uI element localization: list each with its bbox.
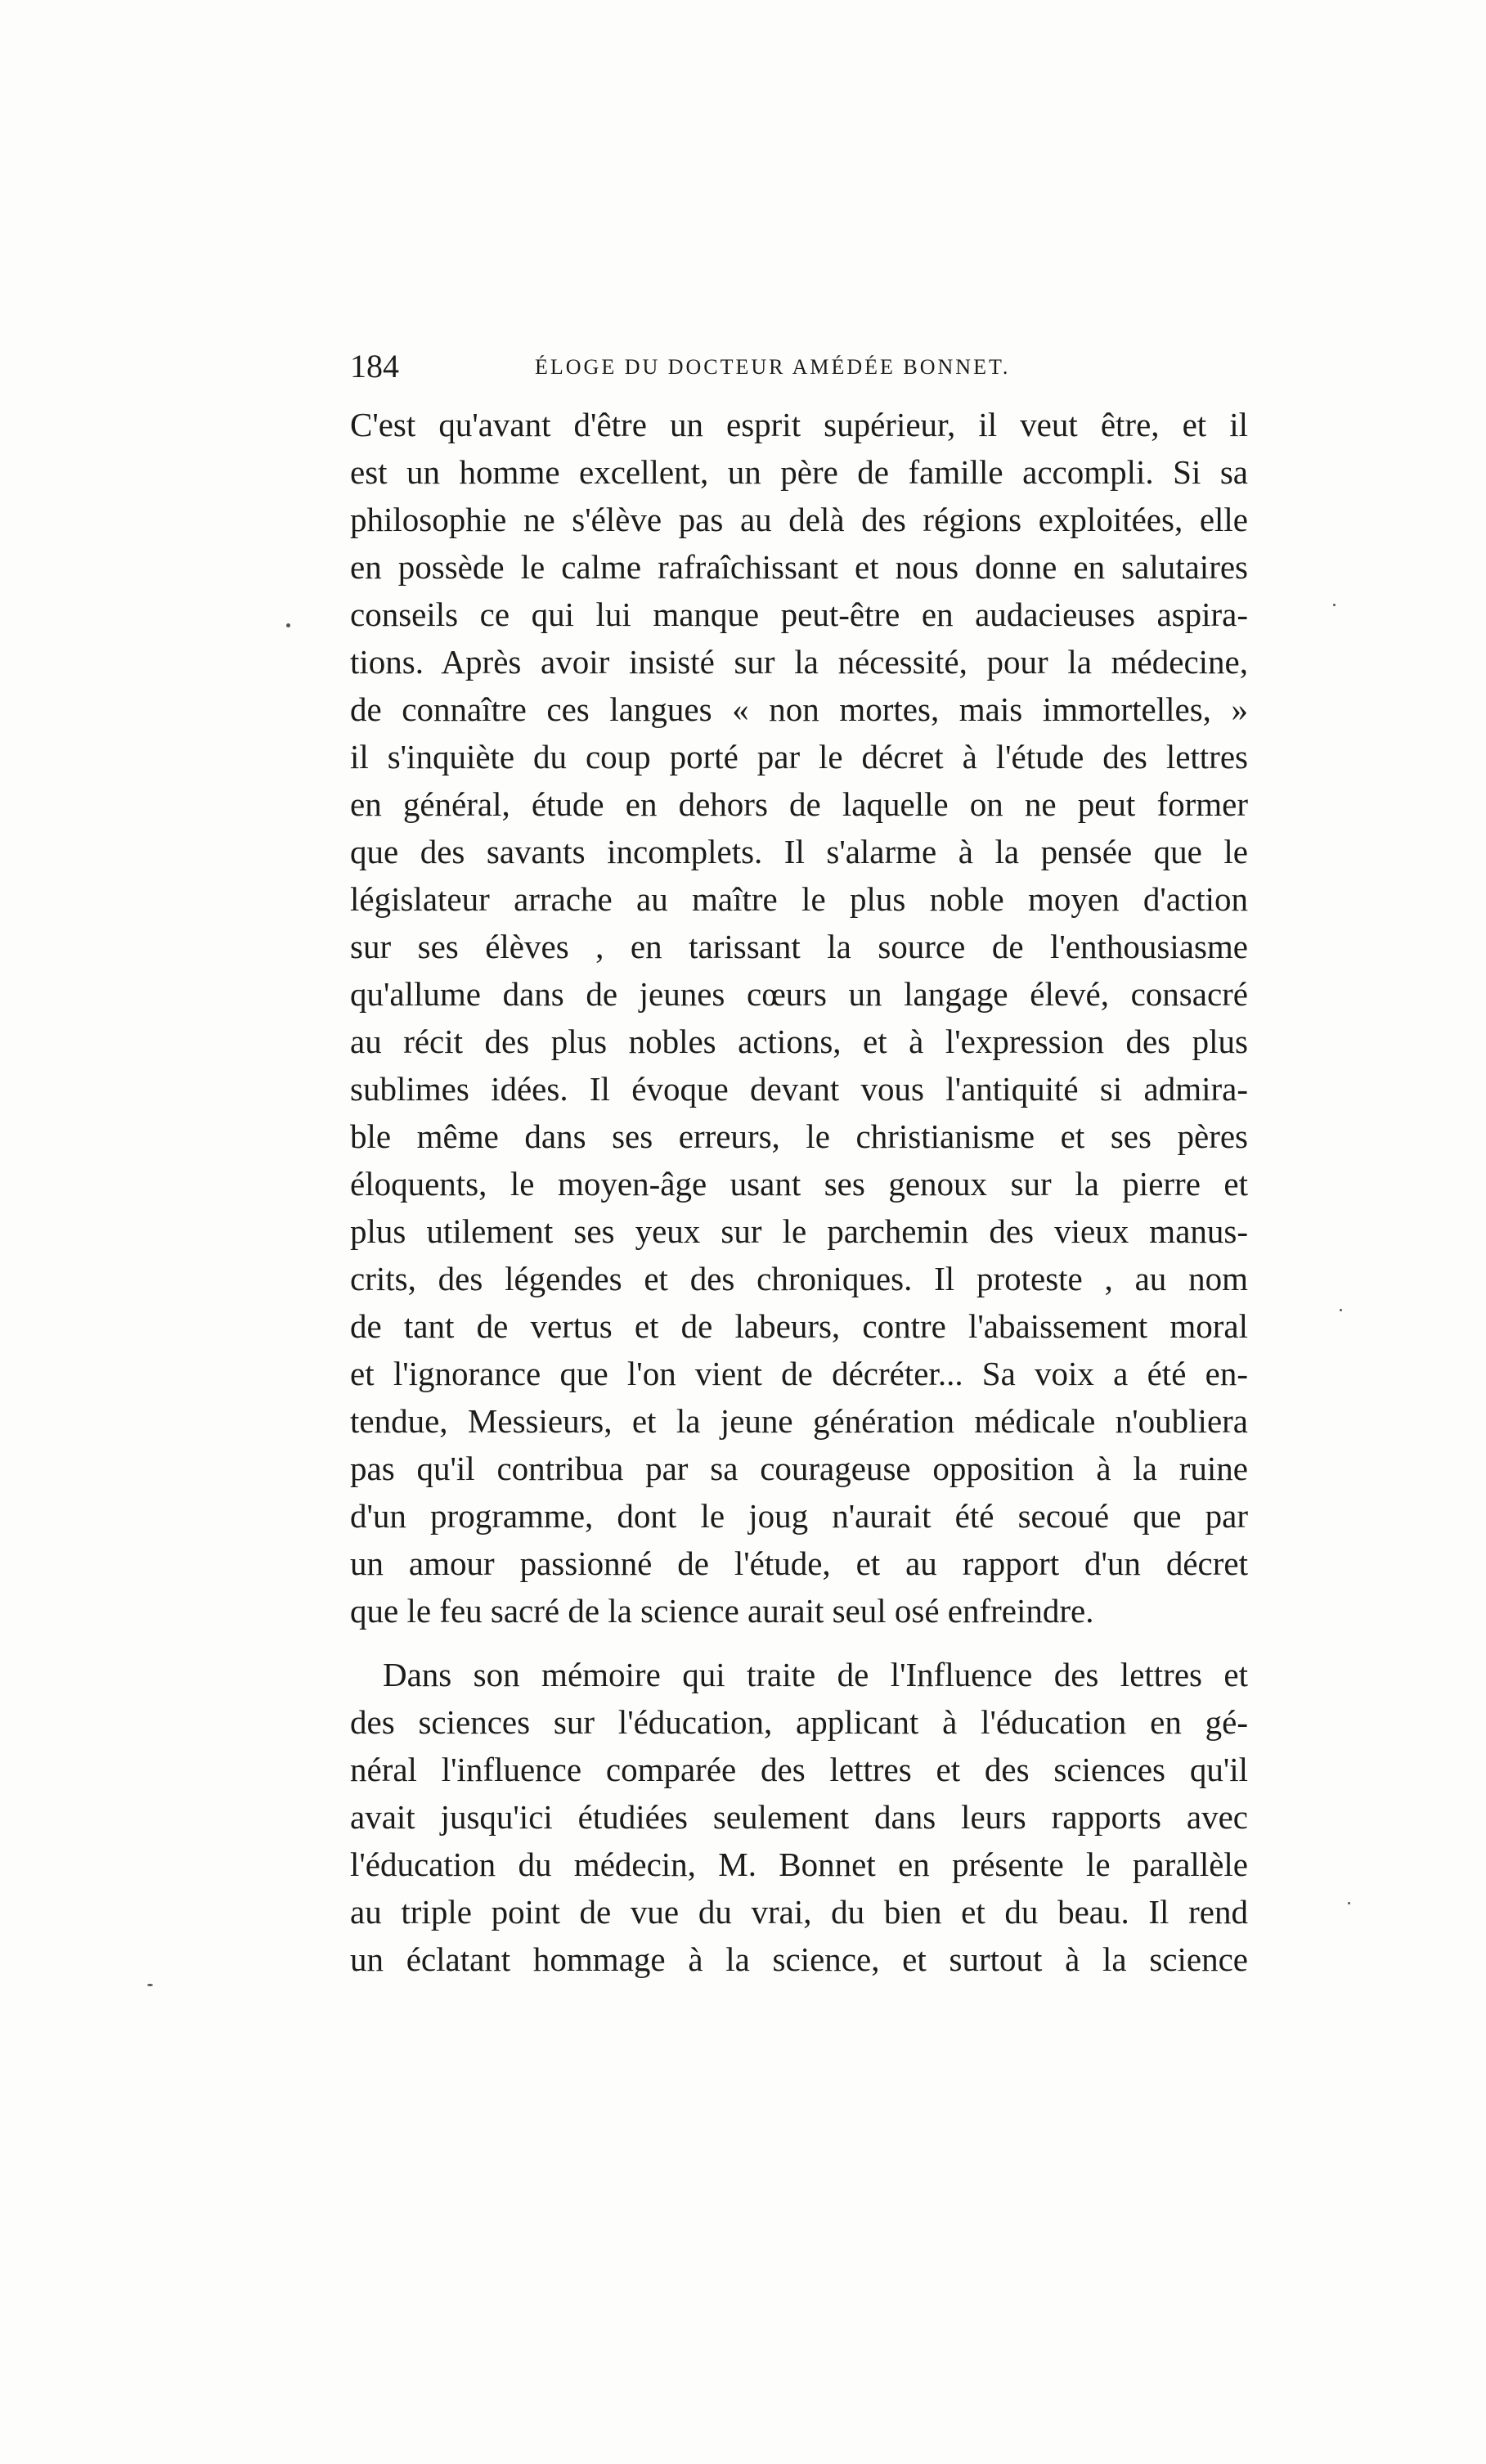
ink-speck: [1340, 1309, 1342, 1311]
text-line: sur ses élèves , en tarissant la source de l'enthousiasme: [350, 928, 1248, 965]
text-line: philosophie ne s'élève pas au delà des régions exploitées, elle: [350, 501, 1248, 538]
text-line: crits, des légendes et des chroniques. Il proteste , au nom: [350, 1260, 1248, 1297]
text-line: Dans son mémoire qui traite de l'Influence des lettres et: [383, 1656, 1248, 1693]
text-line: en général, étude en dehors de laquelle on ne peut former: [350, 785, 1248, 823]
text-line: C'est qu'avant d'être un esprit supérieur, il veut être, et il: [350, 406, 1248, 443]
page-number: 184: [350, 348, 399, 384]
text-line: d'un programme, dont le joug n'aurait été secoué que par: [350, 1497, 1248, 1535]
paragraph: [350, 401, 1248, 1634]
text-line: de connaître ces langues « non mortes, mais immortelles, »: [350, 690, 1248, 728]
text-line: l'éducation du médecin, M. Bonnet en présente le parallèle: [350, 1846, 1248, 1883]
text-line: des sciences sur l'éducation, applicant à l'éducation en gé-: [350, 1703, 1248, 1741]
text-line: et l'ignorance que l'on vient de décréter... Sa voix a été en-: [350, 1355, 1248, 1392]
text-line: plus utilement ses yeux sur le parchemin des vieux manus-: [350, 1212, 1248, 1250]
text-line: qu'allume dans de jeunes cœurs un langage élevé, consacré: [350, 975, 1248, 1013]
text-line: pas qu'il contribua par sa courageuse opposition à la ruine: [350, 1450, 1248, 1487]
text-line: de tant de vertus et de labeurs, contre l'abaissement moral: [350, 1307, 1248, 1345]
text-line: conseils ce qui lui manque peut-être en audacieuses aspira-: [350, 596, 1248, 633]
text-line: tendue, Messieurs, et la jeune génération médicale n'oubliera: [350, 1402, 1248, 1440]
text-line: est un homme excellent, un père de famille accompli. Si sa: [350, 453, 1248, 491]
running-title: ÉLOGE DU DOCTEUR AMÉDÉE BONNET.: [535, 355, 1011, 379]
ink-speck: [147, 1984, 153, 1986]
text-line: au récit des plus nobles actions, et à l'expression des plus: [350, 1023, 1248, 1060]
text-line: un éclatant hommage à la science, et surtout à la science: [350, 1940, 1248, 1978]
text-line: il s'inquiète du coup porté par le décret à l'étude des lettres: [350, 738, 1248, 776]
text-line: ble même dans ses erreurs, le christianisme et ses pères: [350, 1117, 1248, 1155]
page-header: [350, 342, 1248, 391]
text-line: éloquents, le moyen-âge usant ses genoux sur la pierre et: [350, 1165, 1248, 1203]
text-line: un amour passionné de l'étude, et au rapport d'un décret: [350, 1544, 1248, 1582]
body-text: [350, 401, 1248, 1983]
ink-speck: [286, 623, 290, 627]
text-line: législateur arrache au maître le plus noble moyen d'action: [350, 880, 1248, 918]
text-line: au triple point de vue du vrai, du bien et du beau. Il rend: [350, 1893, 1248, 1931]
text-line: en possède le calme rafraîchissant et nous donne en salutaires: [350, 548, 1248, 586]
text-line: que des savants incomplets. Il s'alarme à la pensée que le: [350, 833, 1248, 870]
text-line: tions. Après avoir insisté sur la nécessité, pour la médecine,: [350, 643, 1248, 681]
text-line: néral l'influence comparée des lettres et des sciences qu'il: [350, 1751, 1248, 1788]
text-line: avait jusqu'ici étudiées seulement dans leurs rapports avec: [350, 1798, 1248, 1836]
ink-speck: [1348, 1902, 1350, 1904]
paragraph: [350, 1651, 1248, 1983]
ink-speck: [1333, 604, 1336, 606]
text-line: que le feu sacré de la science aurait seul osé enfreindre.: [350, 1592, 1094, 1630]
text-line: sublimes idées. Il évoque devant vous l'antiquité si admira-: [350, 1070, 1248, 1108]
